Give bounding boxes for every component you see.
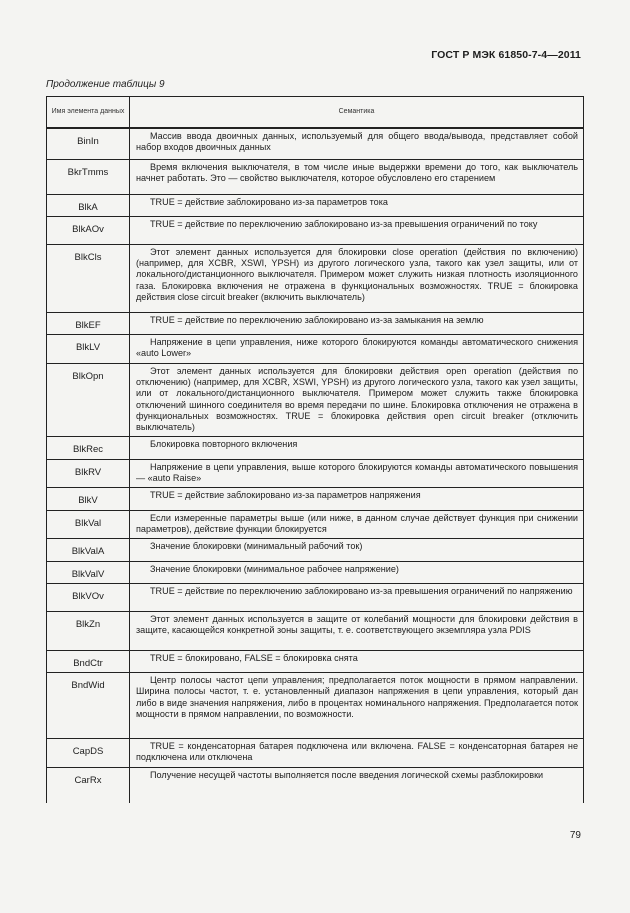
data-element-semantics: Напряжение в цепи управления, ниже которого блокируются команды автоматического снижения «auto Lower» bbox=[136, 337, 578, 359]
data-element-semantics-cell bbox=[130, 459, 584, 488]
column-header-semantics: Семантика bbox=[130, 97, 584, 129]
data-element-semantics: TRUE = блокировано, FALSE = блокировка снята bbox=[150, 652, 358, 663]
data-element-semantics-cell bbox=[130, 767, 584, 803]
data-element-name: BlkRec bbox=[47, 437, 130, 459]
table-row bbox=[47, 510, 584, 539]
data-element-name: BndWid bbox=[47, 673, 130, 739]
table-caption: Продолжение таблицы 9 bbox=[46, 79, 165, 90]
data-element-semantics: Этот элемент данных используется в защите от колебаний мощности для блокировки действия в защите, касающейся конкретной зоны защиты, т. е. соответствующего экземпляра узла PDIS bbox=[136, 613, 578, 636]
standard-header: ГОСТ Р МЭК 61850-7-4—2011 bbox=[431, 49, 581, 61]
data-element-semantics: TRUE = действие заблокировано из-за параметров напряжения bbox=[150, 490, 421, 501]
data-element-name: BlkA bbox=[47, 194, 130, 216]
data-element-semantics-cell bbox=[130, 216, 584, 244]
table-row bbox=[47, 561, 584, 583]
data-element-name: BlkLV bbox=[47, 335, 130, 364]
data-element-semantics: TRUE = действие заблокировано из-за параметров тока bbox=[150, 196, 388, 207]
table-row bbox=[47, 312, 584, 334]
data-element-semantics: Этот элемент данных используется для блокировки close operation (действия по включению) (например, для XCBR, XSWI, YPSH) из другого логического узла, такого как узел защиты, или от локального/дистанционного выключателя. Примером может служить низкая плотность изоляционного газа. Блокировка включения не отражена в функциональных возможностях. TRUE = блокировка действия close circuit breaker (включить выключатель) bbox=[136, 246, 578, 302]
table-row bbox=[47, 739, 584, 768]
data-element-semantics-cell bbox=[130, 488, 584, 510]
data-element-semantics-cell bbox=[130, 739, 584, 768]
data-element-semantics: Блокировка повторного включения bbox=[150, 439, 298, 450]
table-row bbox=[47, 459, 584, 488]
column-header-name: Имя элемента данных bbox=[47, 97, 130, 129]
data-element-semantics: Время включения выключателя, в том числе иные выдержки времени до того, как выключатель начнет работать. Это — свойство выключателя, которое обусловлено его старением bbox=[136, 161, 578, 183]
table-row bbox=[47, 767, 584, 803]
data-element-name: BlkValA bbox=[47, 539, 130, 561]
table-row bbox=[47, 159, 584, 194]
data-element-semantics: TRUE = действие по переключению заблокировано из-за превышения ограничений по току bbox=[150, 218, 538, 229]
data-element-name: BlkEF bbox=[47, 312, 130, 334]
table-row bbox=[47, 244, 584, 312]
data-element-name: BlkAOv bbox=[47, 216, 130, 244]
table-row bbox=[47, 488, 584, 510]
table-row bbox=[47, 539, 584, 561]
table-row bbox=[47, 673, 584, 739]
data-element-semantics: TRUE = конденсаторная батарея подключена или включена. FALSE = конденсаторная батарея не подключена или отключена bbox=[136, 741, 578, 763]
data-element-semantics: Напряжение в цепи управления, выше которого блокируются команды автоматического повышения — «auto Raise» bbox=[136, 461, 578, 484]
data-element-semantics: TRUE = действие по переключению заблокировано из-за замыкания на землю bbox=[150, 314, 484, 325]
data-element-name: CapDS bbox=[47, 739, 130, 768]
data-element-semantics-cell bbox=[130, 159, 584, 194]
table-body bbox=[47, 128, 584, 803]
data-element-name: BkrTmms bbox=[47, 159, 130, 194]
data-element-semantics-cell bbox=[130, 244, 584, 312]
table-row bbox=[47, 194, 584, 216]
data-element-semantics-cell bbox=[130, 312, 584, 334]
data-element-semantics-cell bbox=[130, 673, 584, 739]
data-element-semantics-cell bbox=[130, 437, 584, 459]
data-element-name: BlkV bbox=[47, 488, 130, 510]
table-row bbox=[47, 216, 584, 244]
data-element-name: BlkVOv bbox=[47, 583, 130, 611]
data-element-name: CarRx bbox=[47, 767, 130, 803]
data-element-semantics-cell bbox=[130, 363, 584, 437]
data-element-name: BlkValV bbox=[47, 561, 130, 583]
table-row bbox=[47, 611, 584, 650]
page-number: 79 bbox=[569, 830, 581, 841]
data-element-semantics: Массив ввода двоичных данных, используемый для общего ввода/вывода, представляет собой набор входов двоичных данных bbox=[136, 131, 578, 153]
data-element-semantics-cell bbox=[130, 650, 584, 672]
data-element-semantics-cell bbox=[130, 510, 584, 539]
data-element-name: BlkOpn bbox=[47, 363, 130, 437]
data-element-name: BlkVal bbox=[47, 510, 130, 539]
data-element-name: BlkZn bbox=[47, 611, 130, 650]
data-element-name: BlkCls bbox=[47, 244, 130, 312]
data-element-semantics: Получение несущей частоты выполняется после введения логической схемы разблокировки bbox=[150, 769, 544, 780]
data-element-semantics-cell bbox=[130, 561, 584, 583]
table-row bbox=[47, 650, 584, 672]
table-row bbox=[47, 363, 584, 437]
data-element-name: BlkRV bbox=[47, 459, 130, 488]
data-element-semantics-cell bbox=[130, 335, 584, 364]
data-element-semantics: Этот элемент данных используется для блокировки действия open operation (действия по отключению) (например, для XCBR, XSWI, YPSH) из другого логического узла, такого как узел защиты, или от локального/дистанционного выключателя. Примером может служить также блокировка отключений шинного соединителя во время передачи по шине. Блокировка отключения не отражена в функциональных возможностях. TRUE = блокировка действия open circuit breaker (отключить выключатель) bbox=[136, 365, 578, 433]
data-element-semantics-cell bbox=[130, 128, 584, 159]
data-element-semantics-cell bbox=[130, 194, 584, 216]
data-element-semantics: Если измеренные параметры выше (или ниже, в данном случае действует функция при снижении параметров), действие функции блокируется bbox=[136, 512, 578, 534]
data-element-semantics: Значение блокировки (минимальный рабочий ток) bbox=[150, 541, 363, 552]
data-element-semantics: TRUE = действие по переключению заблокировано из-за превышения ограничений по напряжению bbox=[150, 585, 573, 596]
data-element-name: BndCtr bbox=[47, 650, 130, 672]
data-element-semantics: Значение блокировки (минимальное рабочее напряжение) bbox=[150, 563, 399, 574]
data-element-semantics-cell bbox=[130, 539, 584, 561]
data-element-name: BinIn bbox=[47, 128, 130, 159]
table-row bbox=[47, 437, 584, 459]
table-row bbox=[47, 128, 584, 159]
data-element-semantics-cell bbox=[130, 583, 584, 611]
data-element-semantics-cell bbox=[130, 611, 584, 650]
data-element-semantics: Центр полосы частот цепи управления; предполагается поток мощности в прямом направлении. Ширина полосы частот, т. е. установленный диапазон напряжения в цепи управления, который дан либо в виде значения напряжения, либо в процентах номинального напряжения. Предполагается поток мощности в прямом направлении, по возможности. bbox=[136, 675, 578, 720]
data-elements-table bbox=[46, 96, 584, 803]
table-row bbox=[47, 335, 584, 364]
table-row bbox=[47, 583, 584, 611]
table-header-row bbox=[47, 97, 584, 129]
